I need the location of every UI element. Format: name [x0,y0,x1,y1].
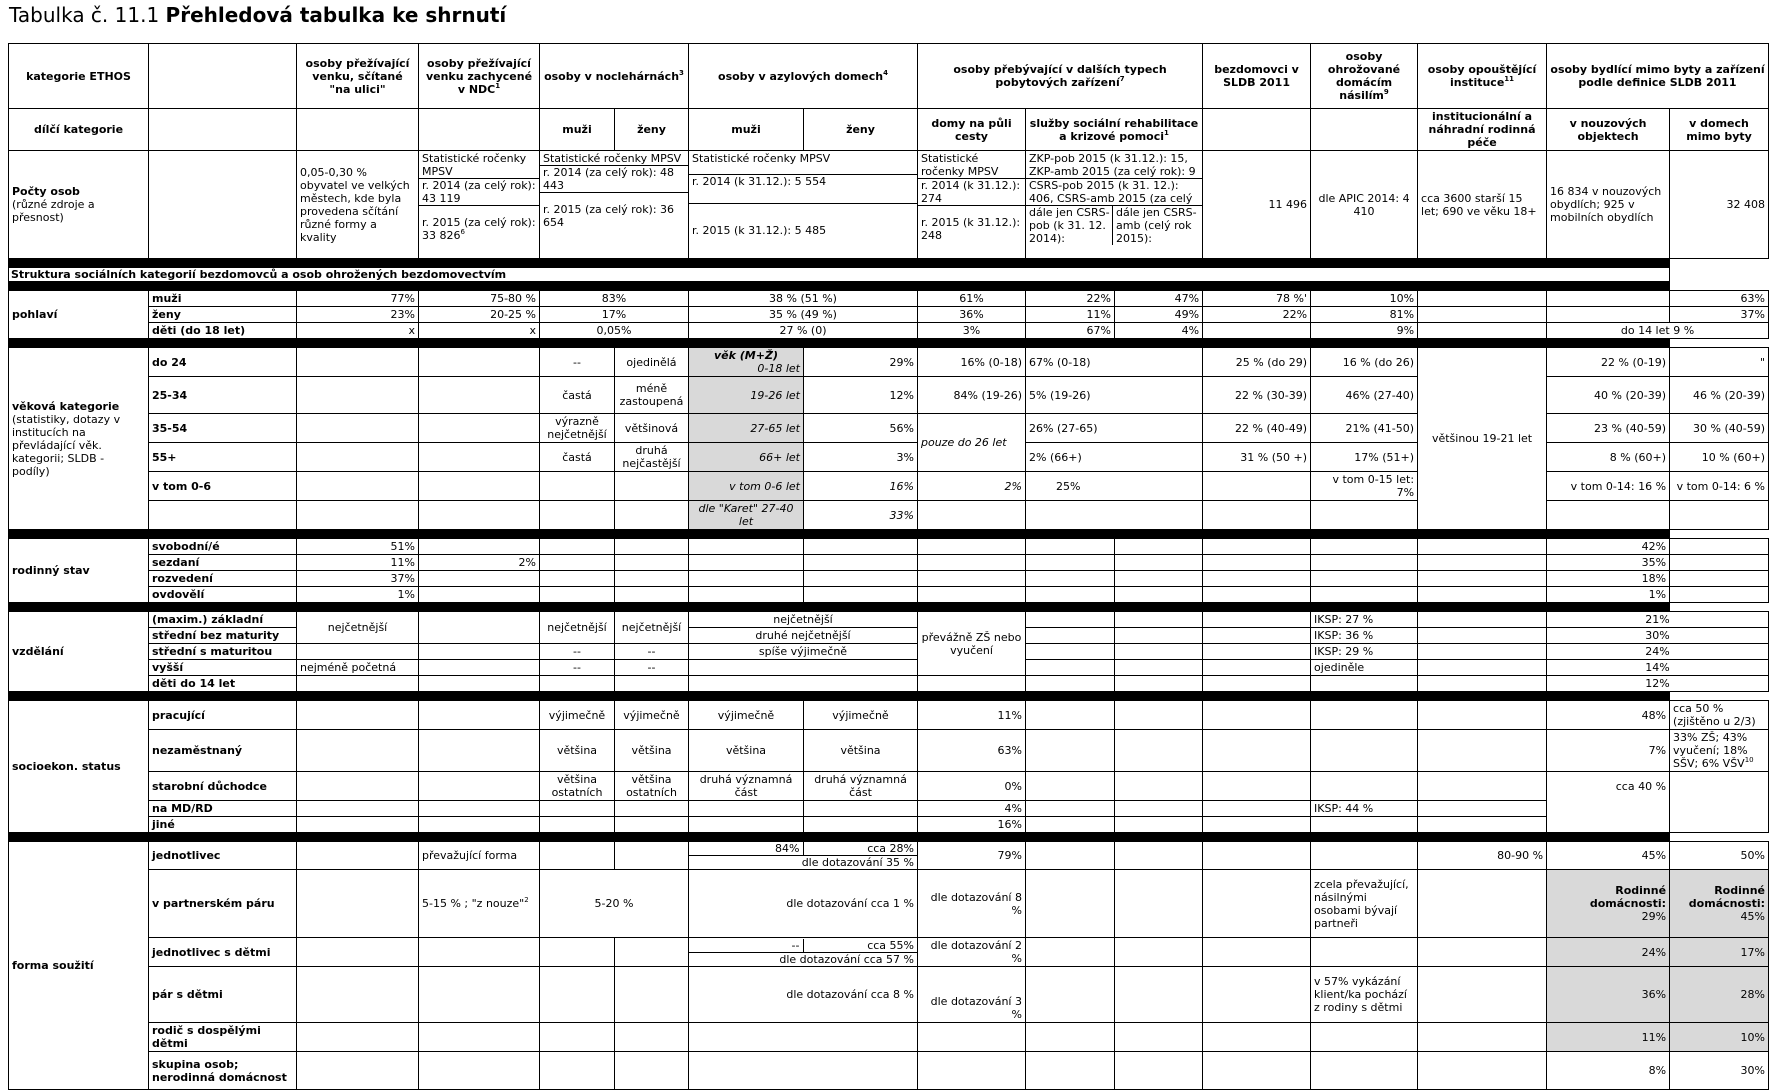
table-row: ovdovělí 1% 1% [9,587,1769,603]
header-col-ndc: osoby přežívající venku zachycené v NDC$^1$ [419,44,540,109]
header-row-sub [9,109,1769,151]
header-col-sldb: bezdomovci v SLDB 2011 [1203,44,1311,109]
header-row-main [9,44,1769,109]
table-row: dle "Karet" 27-40 let 33% [9,501,1769,530]
header-ethos: kategorie ETHOS [9,44,149,109]
header-subcategory: dílčí kategorie [9,109,149,151]
sub-azyl-zeny: ženy [804,109,918,151]
table-row: pár s dětmi dle dotazování cca 8 % dle dotazování 3 % v 57% vykázání klient/ka pochází z rodiny s dětmi 36% 28% [9,967,1769,1023]
sub-domy: domy na půli cesty [918,109,1026,151]
sub-azyl-muzi: muži [689,109,804,151]
table-row: rodič s dospělými dětmi 11% 10% [9,1023,1769,1052]
title-prefix: Tabulka č. 11.1 [9,3,160,27]
sub-zeny: ženy [615,109,689,151]
table-row: jiné 16% [9,817,1769,833]
sub-domech: v domech mimo byty [1670,109,1769,151]
table-row: děti do 14 let 12% [9,676,1769,692]
sub-inst: institucionální a náhradní rodinná péče [1418,109,1547,151]
page-title [9,3,506,27]
table-row: na MD/RD 4% IKSP: 44 % [9,801,1769,817]
pohlavi-label: pohlaví [9,291,149,339]
table-row: jednotlivec s dětmi -- cca 55% dle dotazování cca 57 % dle dotazování 2 % 24% 17% [9,938,1769,967]
table-row: děti (do 18 let) x x 0,05% 27 % (0) 3% 67% 4% 9% do 14 let 9 % [9,323,1769,339]
title-bold: Přehledová tabulka ke shrnutí [165,3,507,27]
table-row: rodinný stav svobodní/é 51% 42% [9,539,1769,555]
header-col-outside: osoby bydlící mimo byty a zařízení podle definice SLDB 2011 [1547,44,1769,109]
counts-violence: dle APIC 2014: 4 410 [1311,151,1418,259]
counts-domy: Statistické ročenky MPSV r. 2014 (k 31.12.): 274 r. 2015 (k 31.12.): 248 [918,151,1026,259]
table-row: skupina osob; nerodinná domácnost 8% 30% [9,1052,1769,1090]
table-row: starobní důchodce většina ostatních většina ostatních druhá významná část druhá významná část 0% cca 40 % [9,772,1769,801]
counts-ndc: Statistické ročenky MPSV r. 2014 (za celý rok): 43 119 r. 2015 (za celý rok): 33 $826^6$ [419,151,540,259]
table-row: 55+ častá druhá nejčastější 66+ let 3% 2% (66+) 31 % (50 +) 17% (51+) 8 % (60+) 10 % (60+) [9,443,1769,472]
header-col-facilities: osoby přebývající v dalších typech pobytových zařízení$^7$ [918,44,1203,109]
table-row: nezaměstnaný většina většina většina většina 63% 7% 33% ZŠ; 43% vyučení; 18% SŠV; 6% VŠV$^{10}$ [9,730,1769,772]
table-row: 35-54 výrazně nejčetnější většinová 27-65 let 56% pouze do 26 let 26% (27-65) 22 % (40-49) 21% (41-50) 23 % (40-59) 30 % (40-59) [9,414,1769,443]
table-row: vyšší nejméně početná -- -- ojediněle 14% [9,660,1769,676]
header-col-azyl: osoby v azylových domech$^4$ [689,44,918,109]
counts-label: Počty osob (různé zdroje a přesnost) [9,151,149,259]
table-row: 25-34 častá méně zastoupená 19-26 let 12% 84% (19-26) 5% (19-26) 22 % (30-39) 46% (27-40) 40 % (20-39) 46 % (20-39) [9,377,1769,414]
header-col-institutions: osoby opouštějící instituce$^{11}$ [1418,44,1547,109]
table-row: rozvedení 37% 18% [9,571,1769,587]
header-col-nocleharny: osoby v noclehárnách$^3$ [540,44,689,109]
counts-sldb: 11 496 [1203,151,1311,259]
table-row: střední bez maturity druhé nejčetnější IKSP: 36 % 30% [9,628,1769,644]
table-row: socioekon. status pracující výjimečně výjimečně výjimečně výjimečně 11% 48% cca 50 % (zjištěno u 2/3) [9,701,1769,730]
counts-sluzby: ZKP-pob 2015 (k 31.12.): 15, ZKP-amb 2015 (za celý rok): 9 CSRS-pob 2015 (k 31. 12.): 406, CSRS-amb 2015 (za celý dále jen CSRS-pob (k 31. 12. 2014): dále jen CSRS-amb (celý rok 2015): [1026,151,1203,259]
sub-muzi: muži [540,109,615,151]
counts-outside-a: 16 834 v nouzových obydlích; 925 v mobilních obydlích [1547,151,1670,259]
table-row: ženy 23% 20-25 % 17% 35 % (49 %) 36% 11% 49% 22% 81% 37% [9,307,1769,323]
counts-nocleharny: Statistické ročenky MPSV r. 2014 (za celý rok): 48 443 r. 2015 (za celý rok): 36 654 [540,151,689,259]
header-col-street: osoby přežívající venku, sčítané "na ulici" [297,44,419,109]
section-title: Struktura sociálních kategorií bezdomovců a osob ohrožených bezdomovectvím [9,268,1670,282]
counts-azyl: Statistické ročenky MPSV r. 2014 (k 31.12.): 5 554 r. 2015 (k 31.12.): 5 485 [689,151,918,259]
summary-table [8,43,1769,1090]
section-title-row [9,268,1769,282]
table-row: věková kategorie (statistiky, dotazy v institucích na převládající věk. kategorii; SLDB - podíly) do 24 -- ojedinělá věk (M+Ž) 0-18 let 29% 16% (0-18) 67% (0-18) 25 % (do 29) 16 % (do 26) většinou 19-21 let 22 % (0-19) " [9,348,1769,377]
row-counts [9,151,1769,259]
counts-institutions: cca 3600 starší 15 let; 690 ve věku 18+ [1418,151,1547,259]
table-row: střední s maturitou -- -- spíše výjimečně IKSP: 29 % 24% [9,644,1769,660]
sub-sluzby: služby sociální rehabilitace a krizové pomoci$^1$ [1026,109,1203,151]
table-row: v tom 0-6 v tom 0-6 let 16% 2% 25% v tom 0-15 let: 7% v tom 0-14: 16 % v tom 0-14: 6 % [9,472,1769,501]
table-row: vzdělání (maxim.) základní nejčetnější nejčetnější nejčetnější nejčetnější převážně ZŠ nebo vyučení IKSP: 27 % 21% [9,612,1769,628]
table-row: pohlaví muži 77% 75-80 % 83% 38 % (51 %) 61% 22% 47% 78 %' 10% 63% [9,291,1769,307]
table-row: v partnerském páru 5-15 % ; "z nouze"$^2$ 5-20 % dle dotazování cca 1 % dle dotazování 8 % zcela převažující, násilnými osobami bývají partneři Rodinné domácnosti: 29% Rodinné domácnosti: 45% [9,870,1769,938]
header-blank [149,44,297,109]
vek-label: věková kategorie (statistiky, dotazy v institucích na převládající věk. kategorii; SLDB - podíly) [9,348,149,530]
counts-outside-b: 32 408 [1670,151,1769,259]
sub-nouz: v nouzových objektech [1547,109,1670,151]
table-row: forma soužití jednotlivec převažující forma 84% cca 28% dle dotazování 35 % 79% 80-90 % 45% 50% [9,842,1769,870]
table-row: sezdaní 11% 2% 35% [9,555,1769,571]
header-col-violence: osoby ohrožované domácím násilím$^9$ [1311,44,1418,109]
counts-street: 0,05-0,30 % obyvatel ve velkých městech, kde byla provedena sčítání různé formy a kvality [297,151,419,259]
